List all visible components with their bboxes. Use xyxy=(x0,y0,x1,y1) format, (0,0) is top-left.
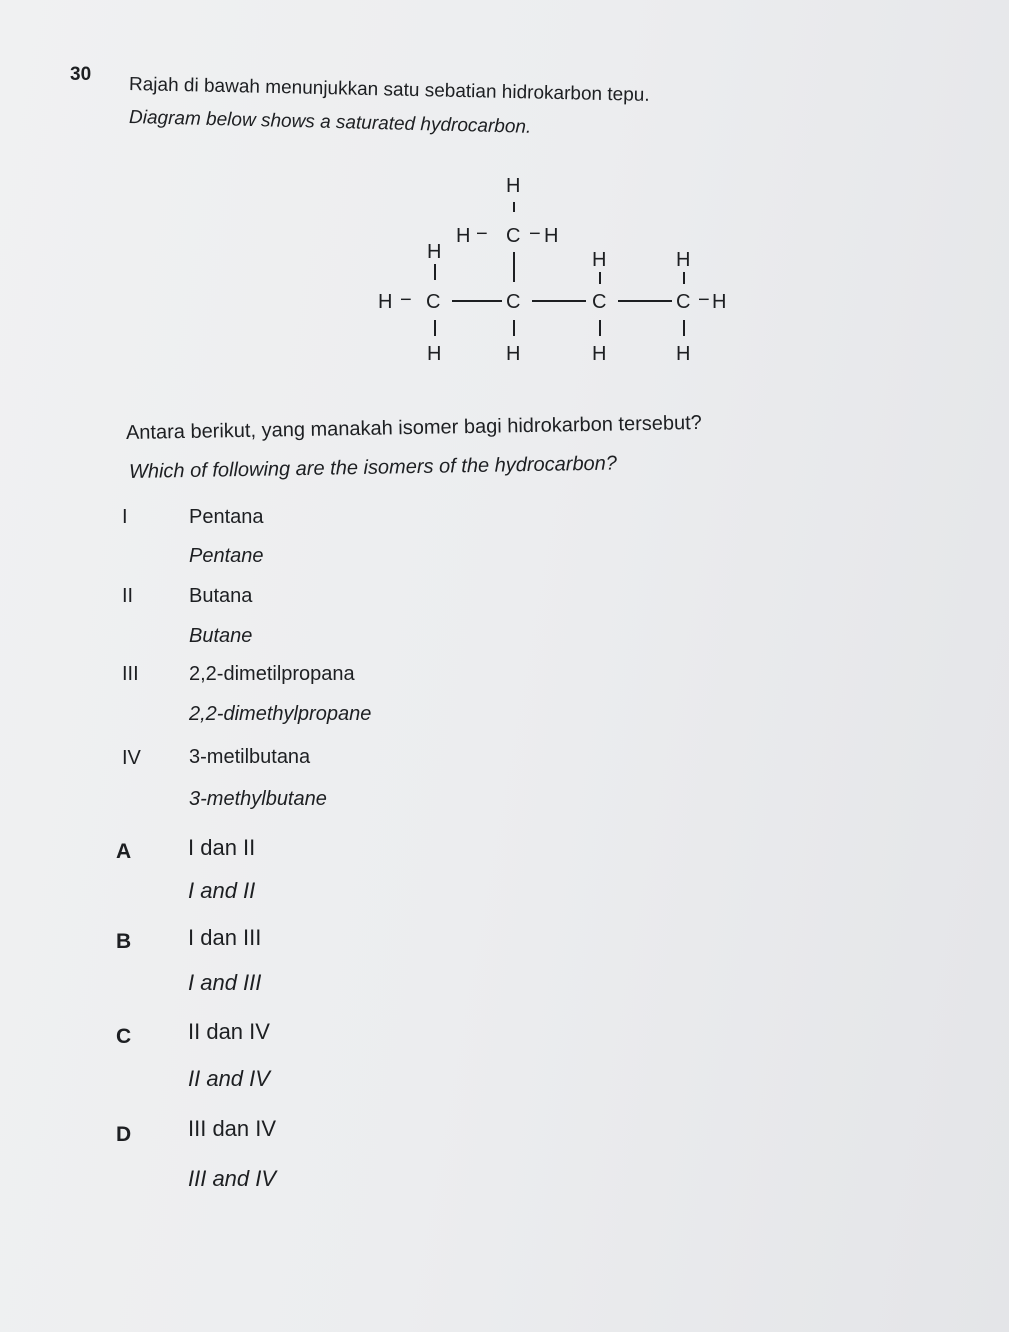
option-malay: Butana xyxy=(189,585,253,607)
atom-h-c4-top: H xyxy=(676,249,691,271)
option-english: 2,2-dimethylpropane xyxy=(189,703,372,725)
atom-c3: C xyxy=(592,291,607,313)
structural-formula-diagram xyxy=(360,160,780,380)
answer-malay[interactable]: III dan IV xyxy=(188,1116,277,1141)
atom-c4: C xyxy=(676,291,691,313)
atom-c-branch: C xyxy=(506,225,521,247)
atom-h-c1-bottom: H xyxy=(427,343,442,365)
answer-letter[interactable]: A xyxy=(116,840,132,863)
bond-chain-right: − xyxy=(698,289,710,311)
answer-english[interactable]: I and II xyxy=(188,878,256,903)
answer-english[interactable]: I and III xyxy=(188,970,262,995)
answer-letter[interactable]: D xyxy=(116,1123,132,1146)
option-roman: IV xyxy=(122,747,141,769)
answer-letter[interactable]: B xyxy=(116,930,132,953)
option-malay: Pentana xyxy=(189,506,264,528)
atom-h-branch-right: H xyxy=(544,225,559,247)
atom-h-branch-left: H xyxy=(456,225,471,247)
option-english: Butane xyxy=(189,625,253,647)
answer-english[interactable]: II and IV xyxy=(188,1066,270,1091)
option-roman: I xyxy=(122,506,128,528)
bond-chain-left: − xyxy=(400,289,412,311)
bond-branch-right: − xyxy=(529,223,541,245)
atom-h-c3-bottom: H xyxy=(592,343,607,365)
bond-branch-left: − xyxy=(476,223,488,245)
atom-h-chain-right: H xyxy=(712,291,727,313)
stem-english: Diagram below shows a saturated hydrocarbon. xyxy=(128,107,532,138)
option-malay: 3-metilbutana xyxy=(189,746,311,768)
atom-h-c4-bottom: H xyxy=(676,343,691,365)
atom-h-chain-left: H xyxy=(378,291,393,313)
atom-c1: C xyxy=(426,291,441,313)
stem-malay: Rajah di bawah menunjukkan satu sebatian hidrokarbon tepu. xyxy=(128,74,650,106)
option-roman: III xyxy=(122,663,139,685)
option-malay: 2,2-dimetilpropana xyxy=(189,663,355,685)
atom-h-c2-bottom: H xyxy=(506,343,521,365)
atom-h-c1-top: H xyxy=(427,241,442,263)
prompt-english: Which of following are the isomers of the hydrocarbon? xyxy=(128,452,618,483)
option-english: Pentane xyxy=(189,545,264,567)
question-number: 30 xyxy=(70,64,92,85)
answer-malay[interactable]: I dan III xyxy=(188,925,262,950)
answer-english[interactable]: III and IV xyxy=(188,1166,277,1191)
option-english: 3-methylbutane xyxy=(189,788,327,810)
answer-malay[interactable]: I dan II xyxy=(188,835,256,860)
answer-letter[interactable]: C xyxy=(116,1025,132,1048)
prompt-malay: Antara berikut, yang manakah isomer bagi hidrokarbon tersebut? xyxy=(125,411,702,444)
atom-h-top: H xyxy=(506,175,521,197)
answer-malay[interactable]: II dan IV xyxy=(188,1019,270,1044)
atom-h-c3-top: H xyxy=(592,249,607,271)
atom-c2: C xyxy=(506,291,521,313)
option-roman: II xyxy=(122,585,134,607)
